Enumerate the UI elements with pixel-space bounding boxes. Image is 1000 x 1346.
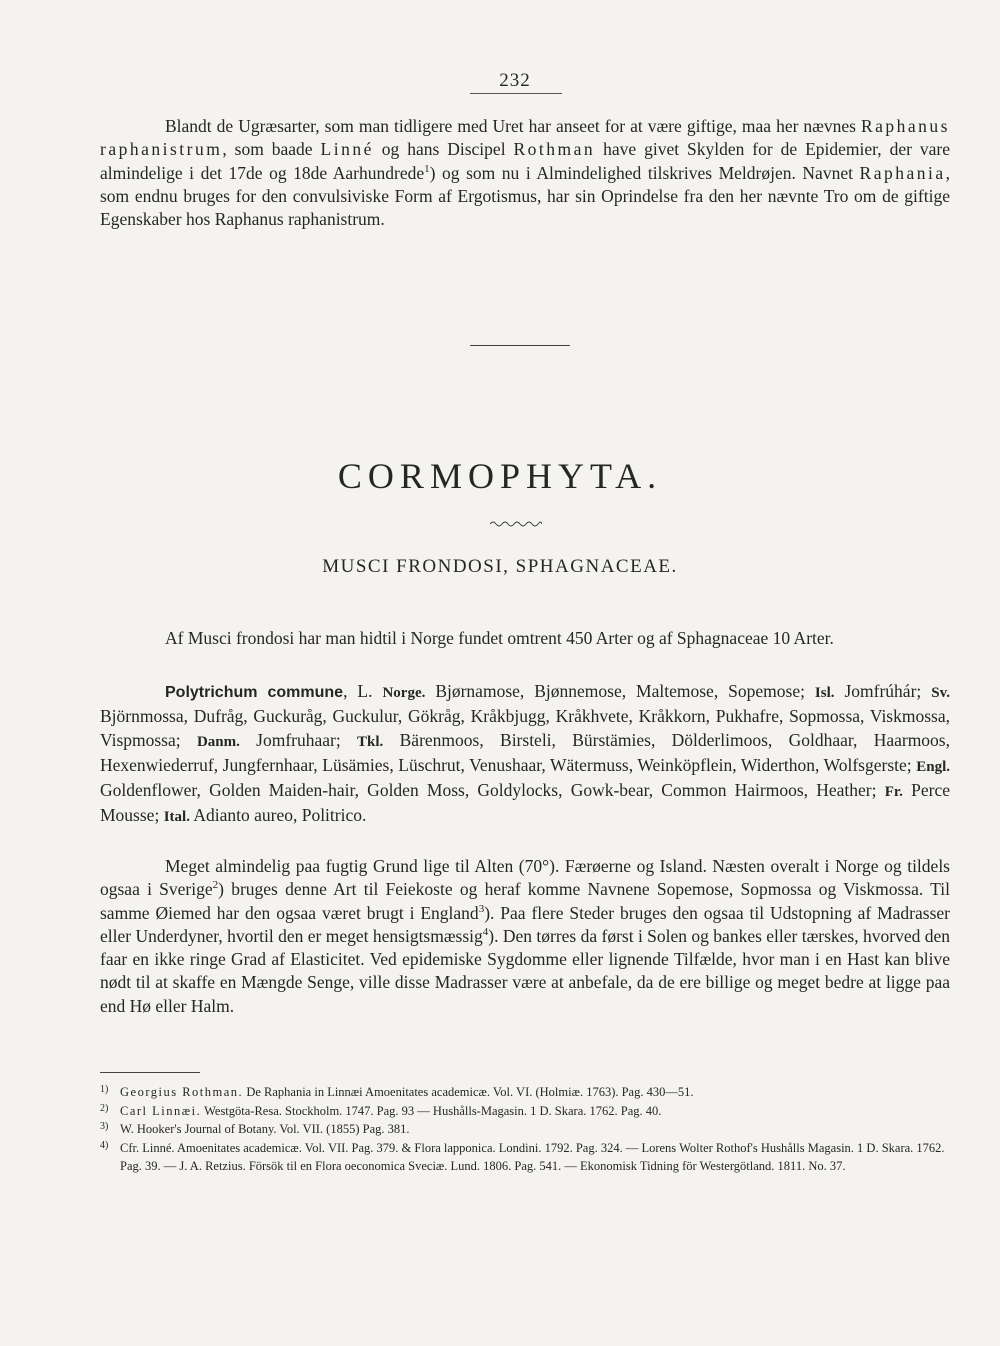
footnote-text: De Raphania in Linnæi Amoenitates academicæ. Vol. VI. (Holmiæ. 1763). Pag. 430—51.	[243, 1085, 694, 1099]
intro-text: ) og som nu i Almindelighed tilskrives Meldrøjen. Navnet	[429, 162, 860, 183]
page-number-rule	[470, 93, 562, 94]
lang-label: Ital.	[163, 809, 190, 826]
common-names: Jomfrúhár;	[834, 681, 932, 701]
species-name: Raphanus raphanistrum	[100, 116, 950, 160]
footnote-text: Westgöta-Resa. Stockholm. 1747. Pag. 93 — Hushålls-Magasin. 1 D. Skara. 1762. Pag. 40.	[201, 1103, 662, 1118]
species-entry	[100, 680, 950, 830]
page-number: 232	[499, 70, 531, 91]
common-names: Jomfruhaar;	[239, 729, 358, 750]
footnote-mark: 4)	[100, 1139, 109, 1151]
author-name: Linné	[320, 139, 374, 160]
footnote-text: Cfr. Linné. Amoenitates academicæ. Vol. VII. Pag. 379. & Flora lapponica. Londini. 1792. Pag. 324. — Lorens Wolter Rothof's Hushålls Magasin. 1 D. Skara. 1762. Pag. 39. — J. A. Retzius. Försök til en Flora oeconomica Sveciæ. Lund. 1806. Pag. 541. — Ekonomisk Tidning för Westergötland. 1811. No. 37.	[120, 1140, 945, 1173]
common-names: Goldenflower, Golden Maiden-hair, Golden Moss, Goldylocks, Gowk-bear, Common Hairmoos, Heather;	[100, 780, 885, 801]
author-name: Rothman	[513, 139, 596, 160]
lang-label: Isl.	[814, 685, 835, 701]
common-names: Perce Mousse;	[100, 780, 950, 826]
common-names: Bjørnamose, Bjønnemose, Maltemose, Sopemose;	[425, 681, 815, 701]
lang-label: Norge.	[382, 685, 426, 701]
term-name: Raphania	[859, 162, 946, 183]
ornament-squiggle	[490, 520, 542, 528]
intro-text: og hans Discipel	[373, 139, 514, 160]
footnote	[100, 1102, 960, 1121]
intro-text: , som endnu bruges for den convulsiviske Form af Ergotismus, har sin Oprindelse fra den her nævnte Tro om de giftige Egenskaber hos Raphanus raphanistrum.	[100, 162, 950, 230]
species-title: Polytrichum commune	[165, 684, 344, 701]
lang-label: Tkl.	[357, 733, 384, 750]
usage-text: ) bruges denne Art til Feiekoste og heraf komme Navnene Sopemose, Sopmossa og Viskmossa. Til samme Øiemed har den ogsaa været brugt i England	[100, 879, 950, 923]
footnote-ref: 2	[212, 879, 219, 892]
intro-paragraph	[100, 115, 950, 231]
footnotes	[100, 1083, 960, 1176]
footnote-mark: 1)	[100, 1084, 109, 1095]
footnote	[100, 1139, 960, 1176]
count-paragraph: Af Musci frondosi har man hidtil i Norge fundet omtrent 450 Arter og af Sphagnaceae 10 Arter.	[165, 628, 834, 648]
section-divider	[470, 345, 570, 346]
usage-text: ). Paa flere Steder bruges den ogsaa til Udstopning af Madrasser eller Underdyner, hvortil den er meget hensigtsmæssig	[100, 902, 950, 946]
usage-paragraph	[100, 855, 950, 1018]
footnote-ref: 4	[482, 926, 489, 939]
footnote-mark: 3)	[100, 1121, 109, 1132]
intro-text: have givet Skylden for de Epidemier, der vare almindelige i det 17de og 18de Aarhundrede	[100, 139, 950, 183]
lang-label: Danm.	[196, 733, 240, 750]
footnote-rule	[100, 1072, 200, 1073]
section-title: CORMOPHYTA.	[337, 456, 663, 496]
authority: , L.	[343, 681, 383, 701]
intro-text: Blandt de Ugræsarter, som man tidligere med Uret har anseet for at være giftige, maa her nævnes	[165, 116, 861, 136]
footnote-author: Georgius Rothman.	[120, 1085, 244, 1099]
usage-text: ). Den tørres da først i Solen og bankes eller tærskes, hvorved den faar en ikke ringe Grad af Elasticitet. Ved epidemiske Sygdomme eller lignende Tilfælde, hvor man i en Hast kan blive nødt til at skaffe en Mængde Senge, ville disse Madrasser være at anbefale, da de ere billige og meget bedre at ligge paa end Hø eller Halm.	[100, 925, 950, 1016]
common-names: Björnmossa, Dufråg, Guckuråg, Guckulur, Gökråg, Kråkbjugg, Kråkhvete, Kråkkorn, Pukhafre, Sopmossa, Viskmossa, Vispmossa;	[100, 706, 950, 750]
intro-text: , som baade	[222, 139, 321, 160]
footnote-author: Carl Linnæi.	[120, 1103, 202, 1118]
footnote-ref: 3	[478, 902, 485, 915]
footnote-text: W. Hooker's Journal of Botany. Vol. VII. (1855) Pag. 381.	[120, 1122, 410, 1136]
footnote-ref: 1	[424, 162, 430, 175]
subheading: MUSCI FRONDOSI, SPHAGNACEAE.	[322, 556, 678, 577]
lang-label: Sv.	[931, 685, 950, 701]
lang-label: Engl.	[916, 758, 950, 775]
usage-text: Meget almindelig paa fugtig Grund lige til Alten (70°). Færøerne og Island. Næsten overalt i Norge og tildels ogsaa i Sverige	[100, 856, 950, 900]
lang-label: Fr.	[884, 784, 903, 801]
footnote	[100, 1083, 960, 1102]
common-names: Bärenmoos, Birsteli, Bürstämies, Dölderlimoos, Goldhaar, Haarmoos, Hexenwiederruf, Jungfernhaar, Lüsämies, Lüschrut, Venushaar, Wätermuss, Weinköpflein, Widerthon, Wolfsgerste;	[100, 729, 950, 775]
footnote	[100, 1120, 960, 1139]
common-names: Adianto aureo, Politrico.	[189, 805, 367, 826]
footnote-mark: 2)	[100, 1102, 109, 1114]
